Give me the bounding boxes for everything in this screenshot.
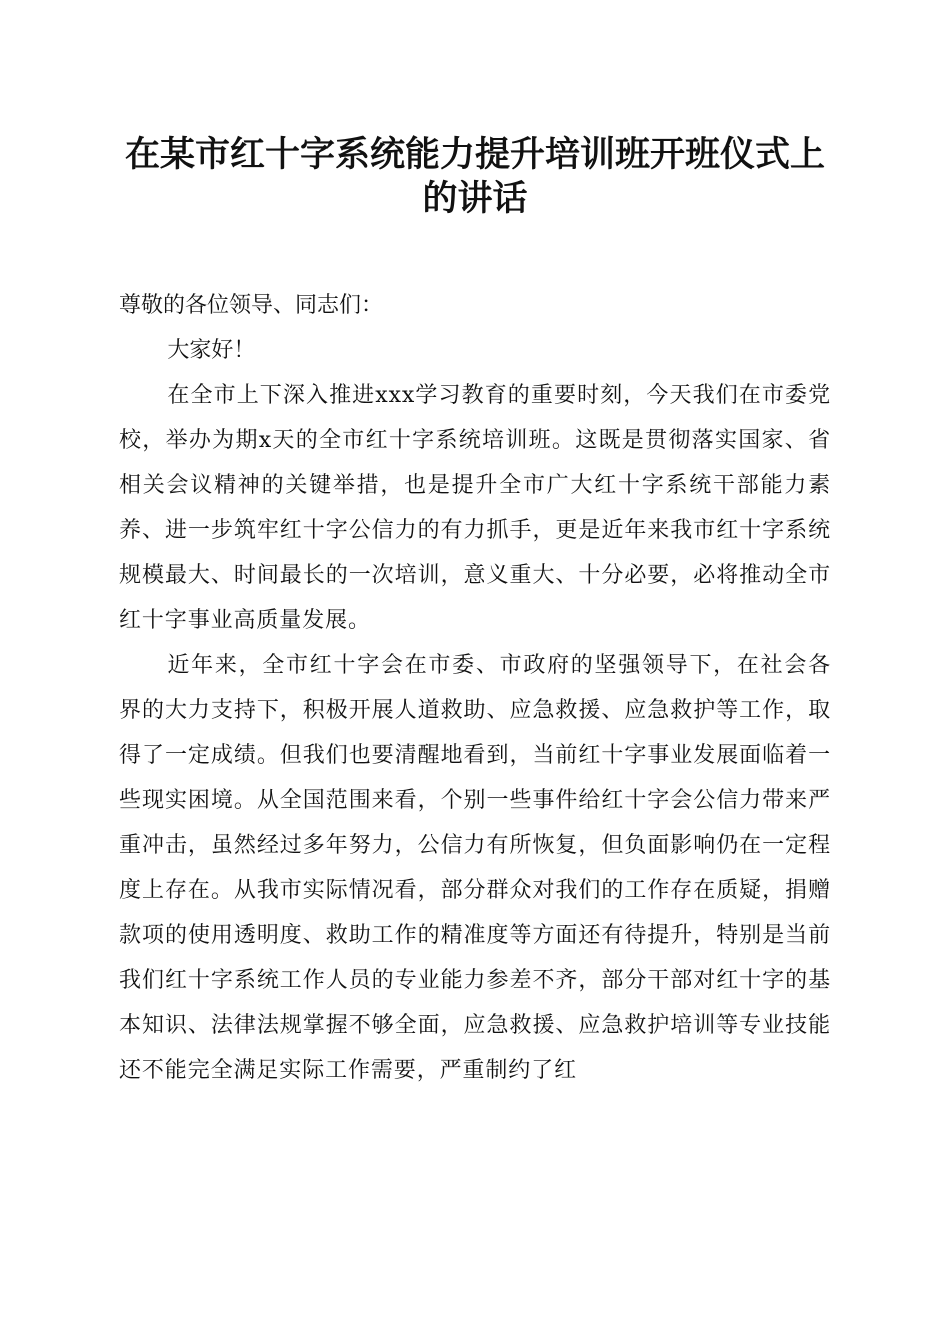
paragraph-1: 在全市上下深入推进xxx学习教育的重要时刻，今天我们在市委党校，举办为期x天的全市红十字系统培训班。这既是贯彻落实国家、省相关会议精神的关键举措，也是提升全市广大红十字系统干部能力素养、进一步筑牢红十字公信力的有力抓手，更是近年来我市红十字系统规模最大、时间最长的一次培训，意义重大、十分必要，必将推动全市红十字事业高质量发展。 xyxy=(119,383,831,633)
paragraph-2: 近年来，全市红十字会在市委、市政府的坚强领导下，在社会各界的大力支持下，积极开展人道救助、应急救援、应急救护等工作，取得了一定成绩。但我们也要清醒地看到，当前红十字事业发展面临着一些现实困境。从全国范围来看，个别一些事件给红十字会公信力带来严重冲击，虽然经过多年努力，公信力有所恢复，但负面影响仍在一定程度上存在。从我市实际情况看，部分群众对我们的工作存在质疑，捐赠款项的使用透明度、救助工作的精准度等方面还有待提升，特别是当前我们红十字系统工作人员的专业能力参差不齐，部分干部对红十字的基本知识、法律法规掌握不够全面，应急救援、应急救护培训等专业技能还不能完全满足实际工作需要，严重制约了红 xyxy=(119,653,831,1083)
greeting: 大家好！ xyxy=(167,338,256,363)
salutation: 尊敬的各位领导、同志们： xyxy=(119,293,384,318)
document-body xyxy=(119,283,831,1093)
document-title: 在某市红十字系统能力提升培训班开班仪式上的讲话 xyxy=(124,134,825,219)
